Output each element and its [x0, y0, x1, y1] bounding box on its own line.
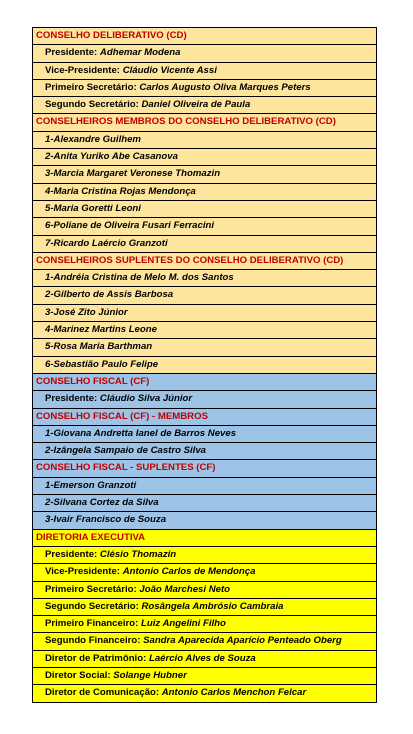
member-role-label: Diretor de Comunicação: [45, 687, 162, 699]
member-row [33, 322, 377, 339]
member-name: João Marchesi Neto [139, 583, 231, 595]
member-row [33, 667, 377, 684]
member-cell [33, 616, 377, 633]
roster-body [33, 28, 377, 703]
member-role-label: Vice-Presidente: [45, 64, 123, 76]
member-row [33, 598, 377, 615]
member-cell [33, 131, 377, 148]
section-header-row [33, 373, 377, 390]
member-name: 2-Gilberto de Assis Barbosa [45, 289, 174, 301]
board-roster-table [32, 27, 377, 703]
section-title-cell: CONSELHEIROS MEMBROS DO CONSELHO DELIBERATIVO (CD) [33, 114, 377, 131]
section-title-cell: CONSELHEIROS SUPLENTES DO CONSELHO DELIBERATIVO (CD) [33, 252, 377, 269]
member-row [33, 218, 377, 235]
member-name: Rosângela Ambrósio Cambraia [141, 600, 284, 612]
member-cell [33, 650, 377, 667]
member-cell [33, 339, 377, 356]
member-cell [33, 218, 377, 235]
member-name: 6-Sebastião Paulo Felipe [45, 358, 159, 370]
member-cell [33, 322, 377, 339]
member-cell [33, 495, 377, 512]
member-row [33, 685, 377, 702]
member-row [33, 581, 377, 598]
member-role-label: Primeiro Secretário: [45, 583, 140, 595]
member-name: 1-Emerson Granzoti [45, 479, 137, 491]
member-name: Adhemar Modena [99, 47, 181, 59]
member-row [33, 512, 377, 529]
member-cell [33, 270, 377, 287]
member-role-label: Primeiro Secretário: [45, 81, 140, 93]
member-cell [33, 287, 377, 304]
member-cell [33, 633, 377, 650]
member-name: Antonio Carlos Menchon Felcar [161, 687, 307, 699]
member-role-label: Diretor Social: [45, 669, 114, 681]
member-cell [33, 149, 377, 166]
member-cell [33, 391, 377, 408]
member-row [33, 546, 377, 563]
member-name: Luiz Angelini Filho [140, 618, 226, 630]
member-name: 5-Rosa Maria Barthman [45, 341, 153, 353]
section-title-cell: CONSELHO FISCAL - SUPLENTES (CF) [33, 460, 377, 477]
member-role-label: Presidente: [45, 47, 100, 59]
member-row [33, 270, 377, 287]
member-cell [33, 512, 377, 529]
section-header-row [33, 114, 377, 131]
member-row [33, 200, 377, 217]
member-cell [33, 667, 377, 684]
section-header-row [33, 460, 377, 477]
member-cell [33, 166, 377, 183]
member-row [33, 425, 377, 442]
member-name: 1-Andréia Cristina de Melo M. dos Santos [45, 272, 234, 284]
member-row [33, 564, 377, 581]
member-name: 2-Izângela Sampaio de Castro Silva [45, 445, 207, 457]
member-row [33, 166, 377, 183]
member-name: 6-Poliane de Oliveira Fusari Ferracini [45, 220, 215, 232]
member-role-label: Segundo Secretário: [45, 99, 142, 111]
member-row [33, 339, 377, 356]
member-cell [33, 477, 377, 494]
member-name: Sandra Aparecida Aparício Penteado Oberg [143, 635, 342, 647]
member-name: 5-Maria Goretti Leoni [45, 202, 141, 214]
member-cell [33, 356, 377, 373]
member-row [33, 304, 377, 321]
member-role-label: Segundo Financeiro: [45, 635, 144, 647]
member-cell [33, 62, 377, 79]
member-row [33, 149, 377, 166]
member-row [33, 356, 377, 373]
section-title-cell: DIRETORIA EXECUTIVA [33, 529, 377, 546]
member-row [33, 79, 377, 96]
member-name: Cláudio Vicente Assi [122, 64, 217, 76]
member-cell [33, 598, 377, 615]
member-row [33, 443, 377, 460]
member-name: Antonio Carlos de Mendonça [122, 566, 256, 578]
member-name: Daniel Oliveira de Paula [141, 99, 251, 111]
section-header-row [33, 252, 377, 269]
member-cell [33, 200, 377, 217]
member-role-label: Presidente: [45, 548, 100, 560]
member-name: 2-Anita Yuriko Abe Casanova [45, 151, 178, 163]
member-cell [33, 425, 377, 442]
member-row [33, 45, 377, 62]
member-name: Solange Hubner [113, 669, 187, 681]
member-name: Cláudio Silva Júnior [99, 393, 193, 405]
section-header-row [33, 529, 377, 546]
member-role-label: Primeiro Financeiro: [45, 618, 141, 630]
member-cell [33, 443, 377, 460]
section-header-row [33, 408, 377, 425]
member-name: 4-Marinez Martins Leone [45, 324, 157, 336]
member-row [33, 391, 377, 408]
section-title-cell: CONSELHO FISCAL (CF) - MEMBROS [33, 408, 377, 425]
member-name: 4-Maria Cristina Rojas Mendonça [45, 185, 196, 197]
member-row [33, 616, 377, 633]
member-cell [33, 685, 377, 702]
member-name: 7-Ricardo Laércio Granzoti [45, 237, 168, 249]
member-name: 3-Marcia Margaret Veronese Thomazin [45, 168, 221, 180]
section-title-cell: CONSELHO FISCAL (CF) [33, 373, 377, 390]
member-cell [33, 546, 377, 563]
member-name: Carlos Augusto Oliva Marques Peters [139, 81, 311, 93]
member-row [33, 131, 377, 148]
member-cell [33, 79, 377, 96]
member-name: 1-Alexandre Guilhem [45, 133, 141, 145]
member-name: 3-Ivair Francisco de Souza [45, 514, 167, 526]
member-cell [33, 97, 377, 114]
member-row [33, 633, 377, 650]
member-cell [33, 183, 377, 200]
member-cell [33, 235, 377, 252]
member-row [33, 650, 377, 667]
member-cell [33, 581, 377, 598]
member-name: 2-Silvana Cortez da Silva [45, 497, 159, 509]
member-row [33, 97, 377, 114]
member-row [33, 183, 377, 200]
member-cell [33, 304, 377, 321]
member-name: Laércio Alves de Souza [148, 652, 256, 664]
member-row [33, 235, 377, 252]
section-title-cell: CONSELHO DELIBERATIVO (CD) [33, 28, 377, 45]
member-role-label: Diretor de Patrimônio: [45, 652, 149, 664]
member-row [33, 287, 377, 304]
member-cell [33, 564, 377, 581]
member-name: Clésio Thomazin [99, 548, 177, 560]
member-row [33, 62, 377, 79]
member-name: 1-Giovana Andretta Ianel de Barros Neves [45, 427, 237, 439]
member-role-label: Segundo Secretário: [45, 600, 142, 612]
member-role-label: Vice-Presidente: [45, 566, 123, 578]
member-row [33, 477, 377, 494]
section-header-row [33, 28, 377, 45]
member-cell [33, 45, 377, 62]
member-row [33, 495, 377, 512]
member-role-label: Presidente: [45, 393, 100, 405]
member-name: 3-José Zito Júnior [45, 306, 128, 318]
